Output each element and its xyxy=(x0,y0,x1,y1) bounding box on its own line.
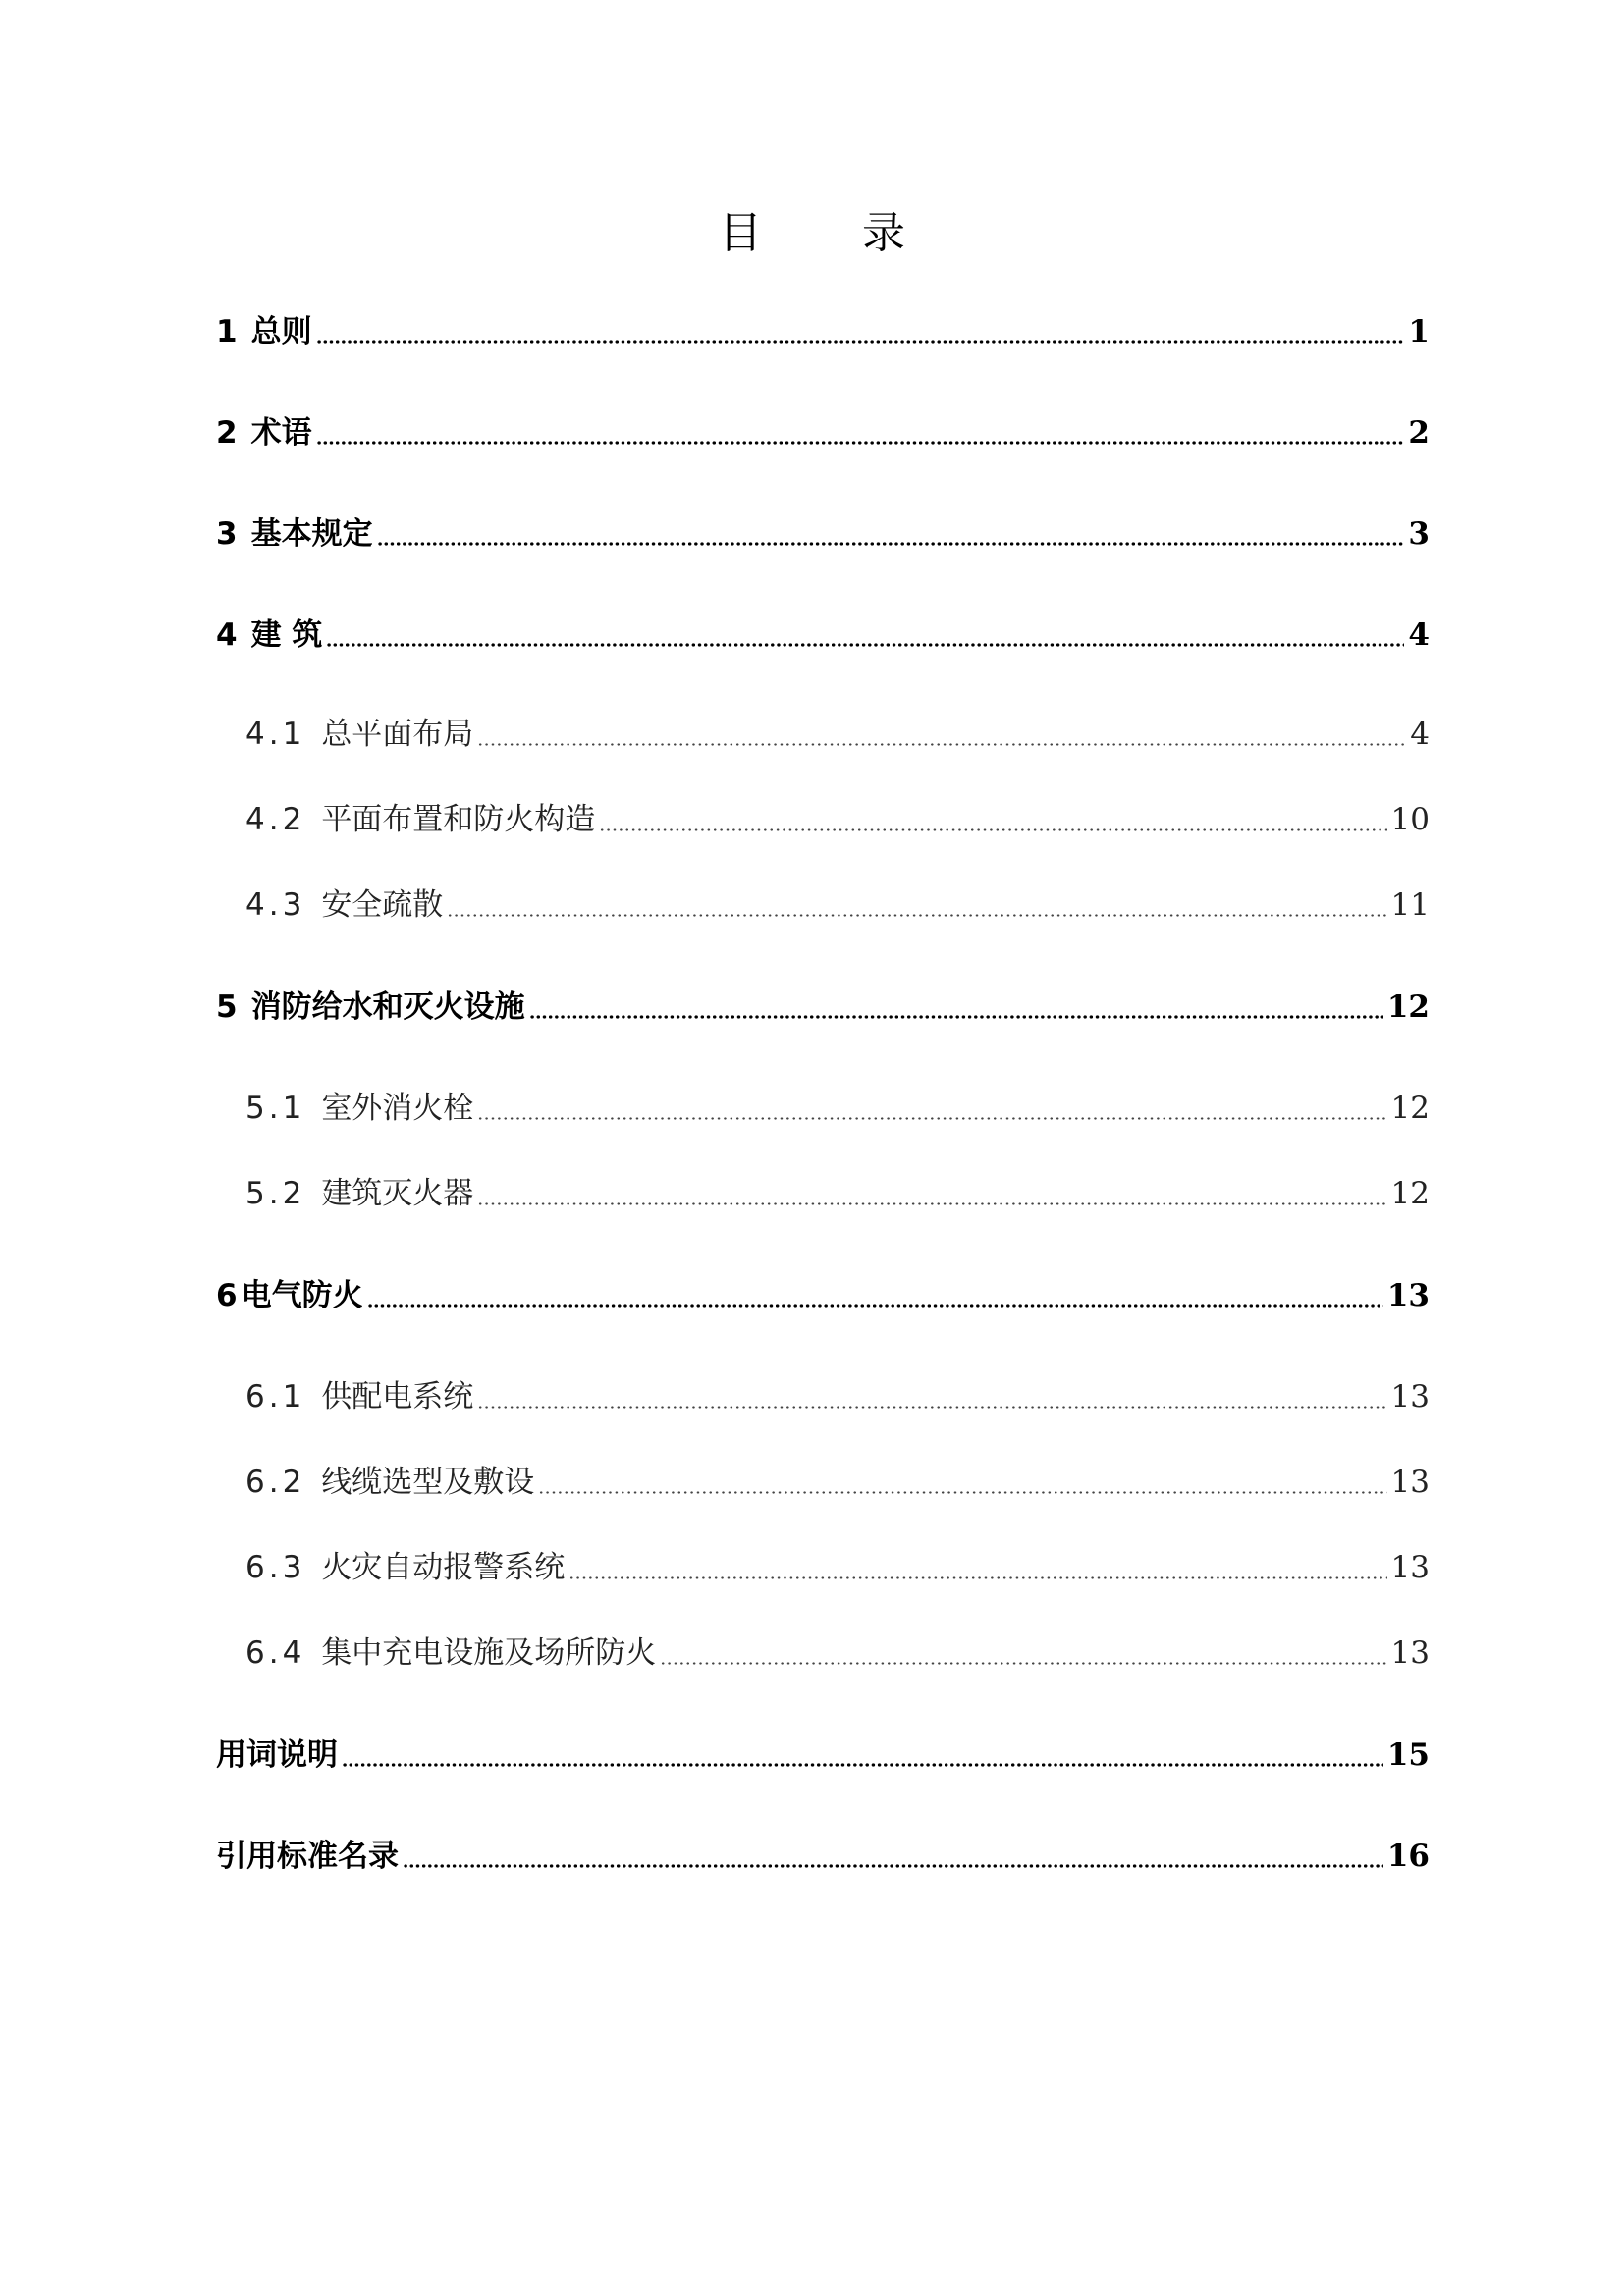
toc-entry-label: 建筑灭火器 xyxy=(321,1176,474,1211)
dot-leader xyxy=(342,1763,1383,1767)
toc-page-number: 4 xyxy=(1408,617,1430,653)
toc-entry-number: 4 xyxy=(216,617,238,653)
toc-page-number: 10 xyxy=(1390,802,1430,837)
toc-entry-number: 6.1 xyxy=(245,1379,306,1415)
dot-leader xyxy=(326,643,1404,647)
dot-leader xyxy=(316,340,1405,344)
toc-entry-chapter-2[interactable] xyxy=(216,413,1430,453)
toc-page-number: 12 xyxy=(1390,1091,1430,1126)
toc-page-number: 4 xyxy=(1410,717,1430,752)
toc-entry-section-6-2[interactable] xyxy=(245,1463,1430,1502)
toc-entry-number: 4.1 xyxy=(245,717,306,752)
dot-leader xyxy=(367,1304,1383,1308)
toc-entry-chapter-1[interactable] xyxy=(216,312,1430,351)
toc-entry-label: 引用标准名录 xyxy=(216,1839,399,1874)
toc-entry-chapter-5[interactable] xyxy=(216,988,1430,1027)
toc-entry-number: 5 xyxy=(216,989,238,1025)
dot-leader xyxy=(660,1662,1386,1665)
toc-entry-label: 总则 xyxy=(250,314,312,349)
toc-entry-number: 6.3 xyxy=(245,1550,306,1585)
toc-entry-label: 术语 xyxy=(250,415,312,451)
dot-leader xyxy=(477,1202,1386,1205)
toc-entry-chapter-4[interactable] xyxy=(216,615,1430,655)
toc-entry-section-5-1[interactable] xyxy=(245,1089,1430,1128)
toc-page-number: 12 xyxy=(1390,1176,1430,1211)
toc-entry-section-4-1[interactable] xyxy=(245,715,1430,754)
toc-page-number: 16 xyxy=(1386,1839,1430,1874)
toc-page-number: 3 xyxy=(1408,516,1430,552)
toc-entry-number: 5.2 xyxy=(245,1176,306,1211)
dot-leader xyxy=(403,1864,1383,1868)
toc-entry-label: 供配电系统 xyxy=(321,1379,474,1415)
toc-page-number: 13 xyxy=(1390,1550,1430,1585)
toc-page-number: 1 xyxy=(1408,314,1430,349)
toc-entry-number: 1 xyxy=(216,314,238,349)
toc-entry-section-6-4[interactable] xyxy=(245,1633,1430,1673)
dot-leader xyxy=(538,1491,1386,1494)
toc-entry-label: 火灾自动报警系统 xyxy=(321,1550,566,1585)
dot-leader xyxy=(477,743,1406,746)
toc-page-number: 2 xyxy=(1408,415,1430,451)
dot-leader xyxy=(447,914,1386,917)
toc-entry-label: 室外消火栓 xyxy=(321,1091,474,1126)
dot-leader xyxy=(477,1406,1386,1409)
toc-entry-section-6-1[interactable] xyxy=(245,1377,1430,1416)
dot-leader xyxy=(568,1576,1386,1579)
toc-page-number: 15 xyxy=(1386,1737,1430,1773)
toc-entry-label: 总平面布局 xyxy=(321,717,474,752)
page-title: 目 录 xyxy=(719,208,948,258)
toc-entry-label: 线缆选型及敷设 xyxy=(321,1465,535,1500)
toc-entry-label: 安全疏散 xyxy=(321,887,444,923)
toc-page-number: 13 xyxy=(1386,1278,1430,1313)
dot-leader xyxy=(599,828,1386,831)
toc-entry-number: 6.2 xyxy=(245,1465,306,1500)
toc-page-number: 13 xyxy=(1390,1465,1430,1500)
toc-entry-terminology[interactable] xyxy=(216,1735,1430,1775)
toc-entry-section-5-2[interactable] xyxy=(245,1174,1430,1213)
toc-entry-label: 电气防火 xyxy=(241,1278,363,1313)
toc-entry-number: 6.4 xyxy=(245,1635,306,1671)
toc-page-number: 12 xyxy=(1386,989,1430,1025)
toc-entry-label: 建 筑 xyxy=(250,617,323,653)
toc-entry-number: 3 xyxy=(216,516,238,552)
toc-page-number: 13 xyxy=(1390,1635,1430,1671)
toc-entry-number: 6 xyxy=(216,1278,238,1313)
dot-leader xyxy=(377,542,1405,546)
toc-page-number: 13 xyxy=(1390,1379,1430,1415)
toc-entry-section-6-3[interactable] xyxy=(245,1548,1430,1587)
dot-leader xyxy=(477,1117,1386,1120)
dot-leader xyxy=(529,1015,1383,1019)
toc-entry-referenced-standards[interactable] xyxy=(216,1837,1430,1876)
dot-leader xyxy=(316,441,1405,445)
toc-page-number: 11 xyxy=(1390,887,1430,923)
toc-entry-number: 4.3 xyxy=(245,887,306,923)
toc-entry-section-4-3[interactable] xyxy=(245,885,1430,925)
toc-entry-label: 用词说明 xyxy=(216,1737,338,1773)
toc-entry-label: 消防给水和灭火设施 xyxy=(250,989,525,1025)
toc-entry-number: 4.2 xyxy=(245,802,306,837)
toc-entry-number: 5.1 xyxy=(245,1091,306,1126)
toc-entry-number: 2 xyxy=(216,415,238,451)
toc-entry-label: 平面布置和防火构造 xyxy=(321,802,596,837)
toc-entry-label: 基本规定 xyxy=(250,516,373,552)
toc-entry-chapter-6[interactable] xyxy=(216,1276,1430,1315)
toc-entry-section-4-2[interactable] xyxy=(245,800,1430,839)
toc-entry-label: 集中充电设施及场所防火 xyxy=(321,1635,657,1671)
toc-entry-chapter-3[interactable] xyxy=(216,514,1430,554)
